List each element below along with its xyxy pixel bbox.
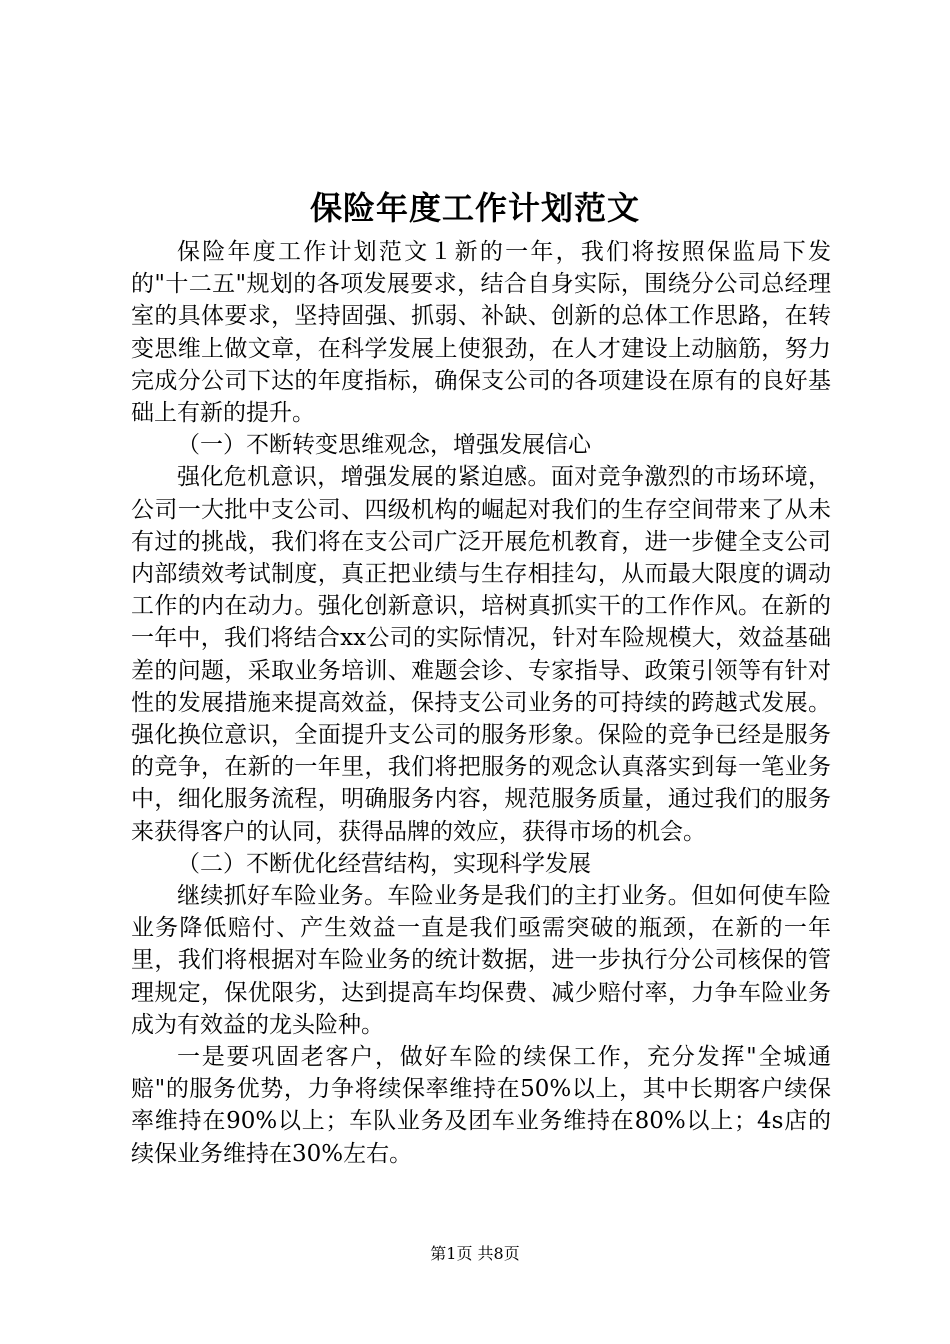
section-2-paragraph-1: 继续抓好车险业务。车险业务是我们的主打业务。但如何使车险业务降低赔付、产生效益一直是我们亟需突破的瓶颈，在新的一年里，我们将根据对车险业务的统计数据，进一步执行分公司核保的管理规定，保优限劣，达到提高车均保费、减少赔付率，力争车险业务成为有效益的龙头险种。 <box>131 883 831 1038</box>
section-heading-1: （一）不断转变思维观念，增强发展信心 <box>177 432 591 459</box>
section-1-paragraph: 强化危机意识，增强发展的紧迫感。面对竞争激烈的市场环境，公司一大批中支公司、四级机构的崛起对我们的生存空间带来了从未有过的挑战，我们将在支公司广泛开展危机教育，进一步健全支公司内部绩效考试制度，真正把业绩与生存相挂勾，从而最大限度的调动工作的内在动力。强化创新意识，培树真抓实干的工作作风。在新的一年中，我们将结合xx公司的实际情况，针对车险规模大，效益基础差的问题，采取业务培训、难题会诊、专家指导、政策引领等有针对性的发展措施来提高效益，保持支公司业务的可持续的跨越式发展。强化换位意识，全面提升支公司的服务形象。保险的竞争已经是服务的竞争，在新的一年里，我们将把服务的观念认真落实到每一笔业务中，细化服务流程，明确服务内容，规范服务质量，通过我们的服务来获得客户的认同，获得品牌的效应，获得市场的机会。 <box>131 464 831 845</box>
section-2-paragraph-2: 一是要巩固老客户，做好车险的续保工作，充分发挥"全城通赔"的服务优势，力争将续保率维持在50%以上，其中长期客户续保率维持在90%以上；车队业务及团车业务维持在80%以上；4s店的续保业务维持在30%左右。 <box>131 1044 831 1167</box>
page-title: 保险年度工作计划范文 <box>309 189 640 227</box>
page-footer: 第1页 共8页 <box>430 1244 520 1263</box>
section-heading-2: （二）不断优化经营结构，实现科学发展 <box>177 850 591 877</box>
document-body <box>131 236 831 1170</box>
intro-paragraph: 保险年度工作计划范文１新的一年，我们将按照保监局下发的"十二五"规划的各项发展要求，结合自身实际，围绕分公司总经理室的具体要求，坚持固强、抓弱、补缺、创新的总体工作思路，在转变思维上做文章，在科学发展上使狠劲，在人才建设上动脑筋，努力完成分公司下达的年度指标，确保支公司的各项建设在原有的良好基础上有新的提升。 <box>131 239 831 427</box>
